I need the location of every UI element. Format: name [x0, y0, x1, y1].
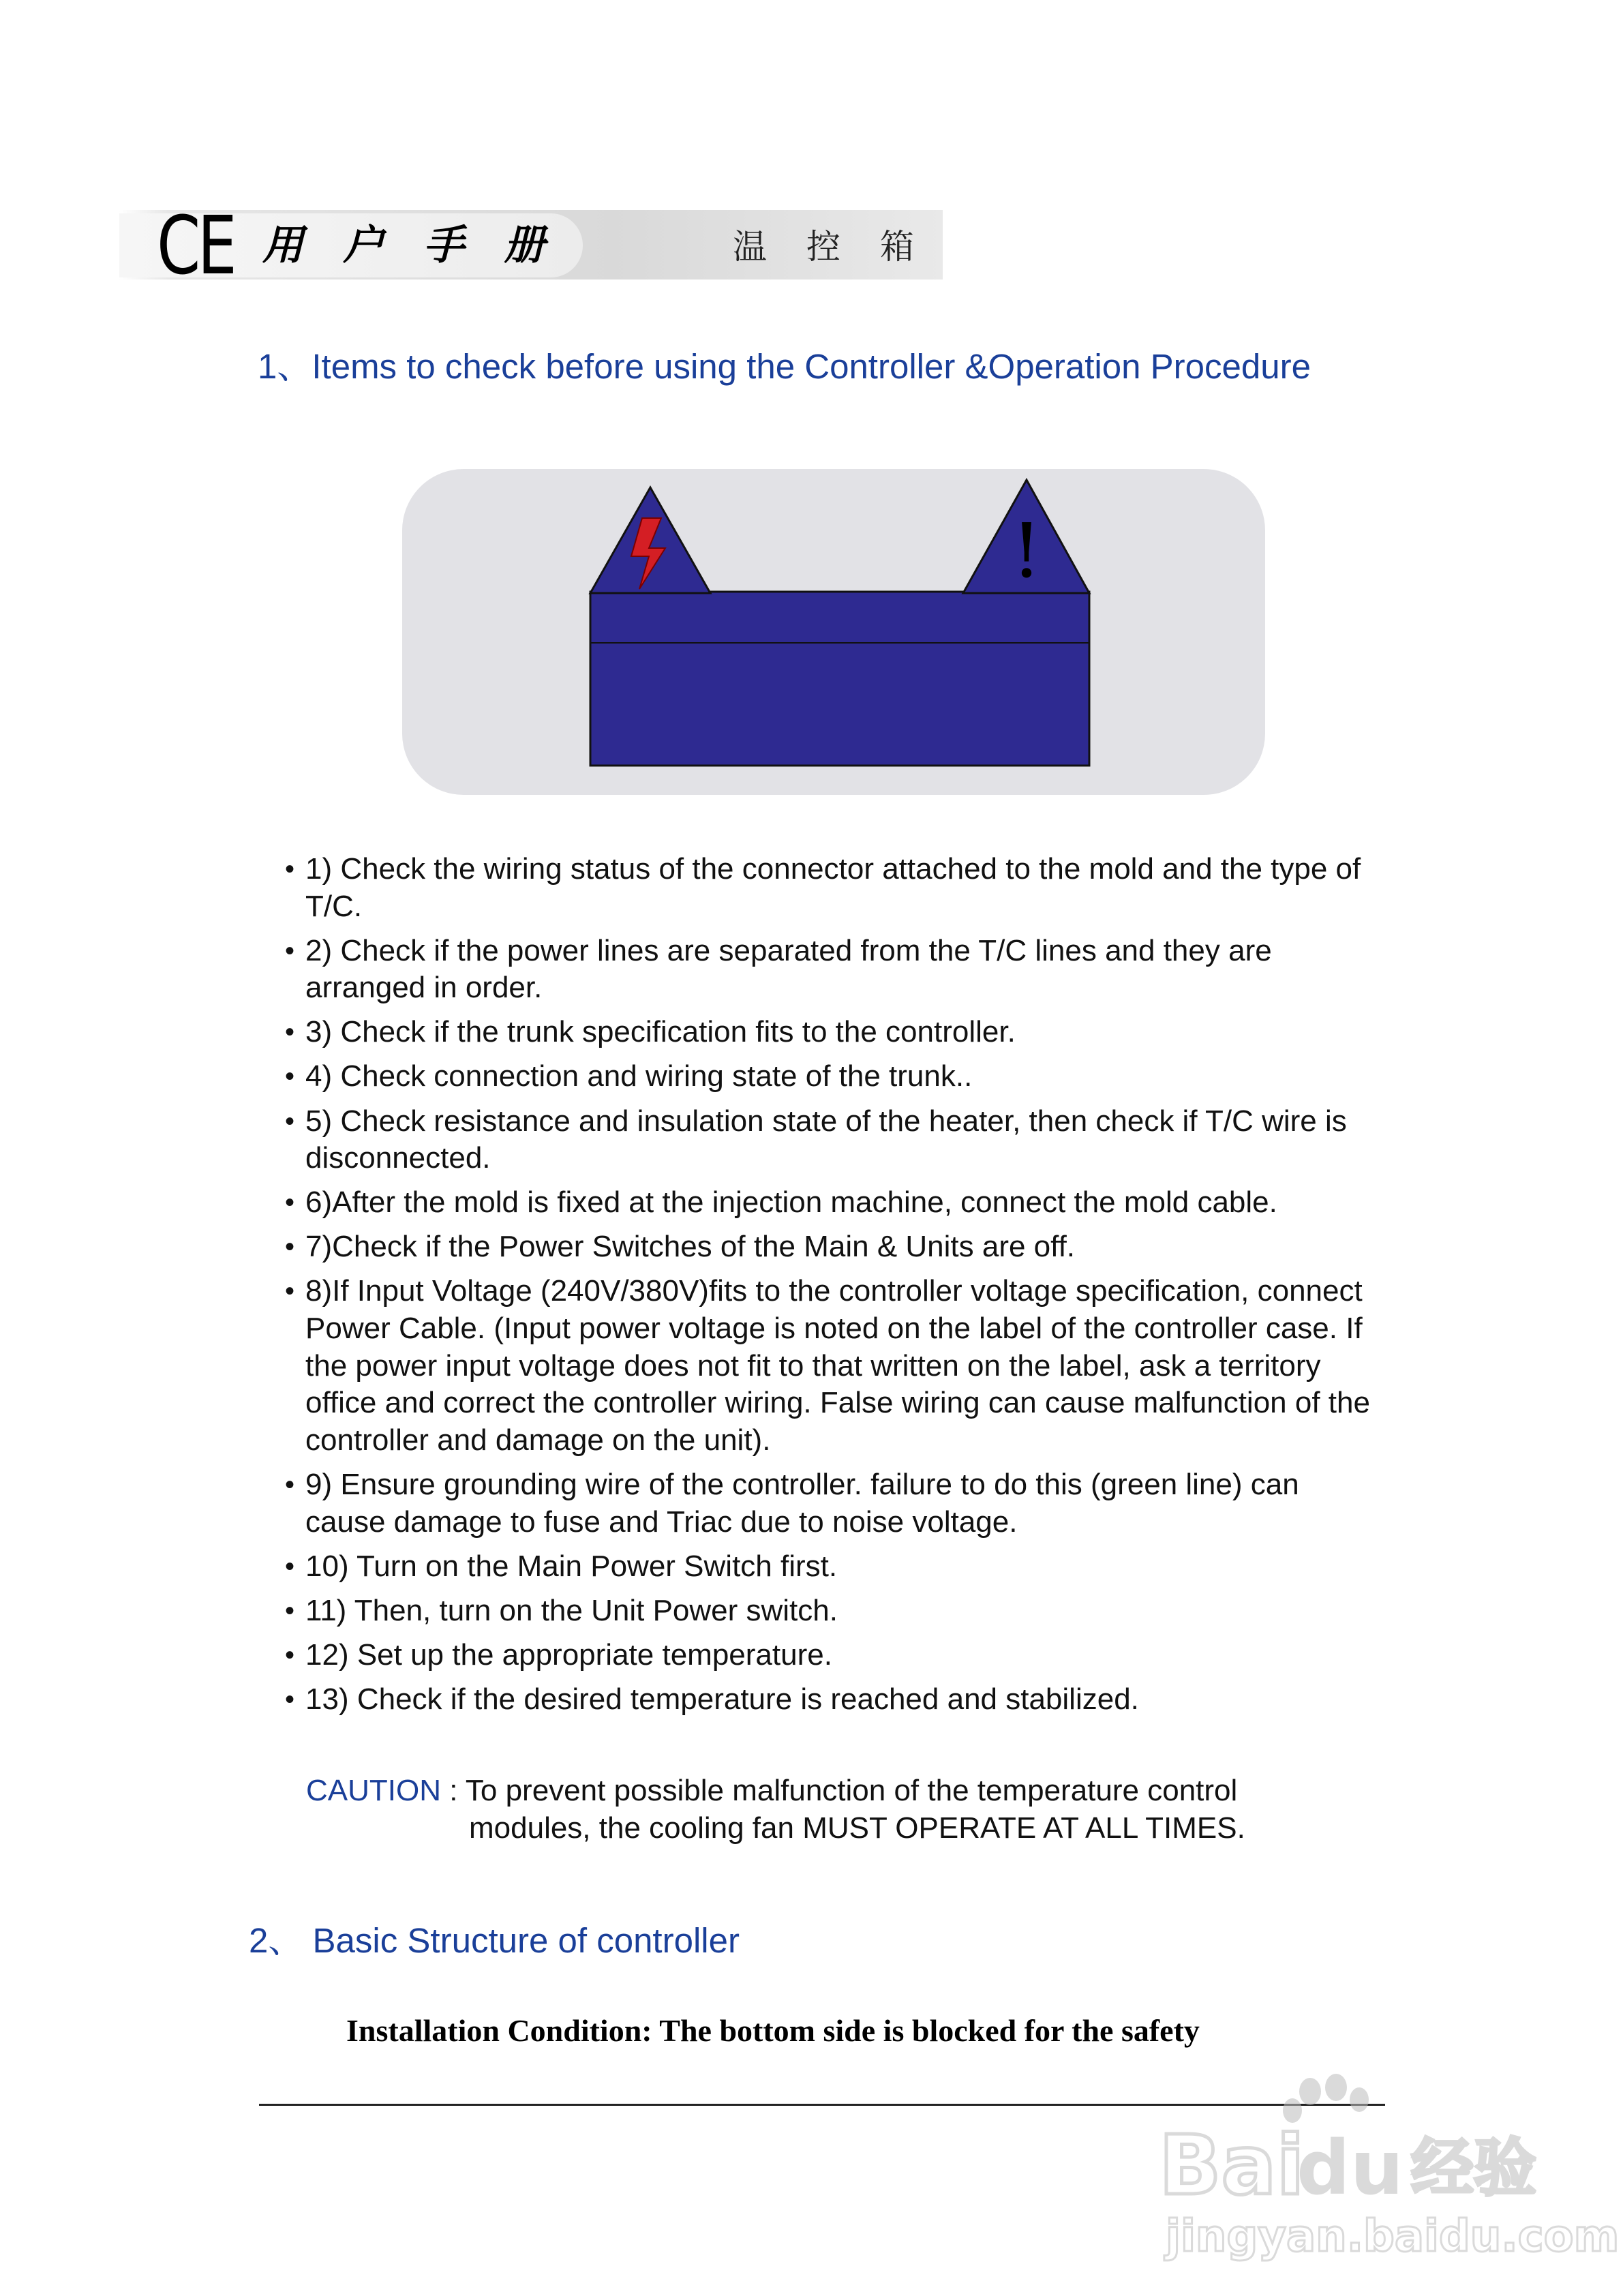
- check-item-3: • 3) Check if the trunk specification fits to the controller.: [285, 1014, 1376, 1051]
- electric-hazard-icon: [590, 487, 710, 593]
- watermark-logo-du: du: [1296, 2124, 1404, 2211]
- watermark-url: jingyan.baidu.com: [1166, 2211, 1620, 2262]
- exclamation-warning-icon: [963, 480, 1089, 594]
- check-item-2: • 2) Check if the power lines are separated from the T/C lines and they are arranged in order.: [285, 933, 1376, 1007]
- check-item-5: • 5) Check resistance and insulation state of the heater, then check if T/C wire is disconnected.: [285, 1103, 1376, 1177]
- check-item-13: • 13) Check if the desired temperature is reached and stabilized.: [285, 1681, 1376, 1719]
- caution-label: CAUTION: [306, 1774, 441, 1807]
- manual-title: 用户手册: [262, 222, 584, 269]
- paw-icon: [1283, 2074, 1369, 2123]
- check-item-8: • 8)If Input Voltage (240V/380V)fits to the controller voltage specification, connect Power Cable. (Input power voltage is noted on the label of the controller case. If the power input voltage does not fit to that written on the label, ask a territory office and correct the controller wiring. False wiring can cause malfunction of the controller and damage on the unit).: [285, 1273, 1376, 1459]
- caution-separator: :: [441, 1774, 466, 1807]
- exclamation-mark: !: [1011, 507, 1042, 594]
- watermark-logo-bai: Bai: [1159, 2119, 1305, 2214]
- check-item-9: • 9) Ensure grounding wire of the controller. failure to do this (green line) can cause damage to fuse and Triac due to noise voltage.: [285, 1466, 1376, 1541]
- baidu-watermark: [1152, 2072, 1620, 2263]
- product-name: 温控箱: [733, 227, 954, 267]
- section-2-heading: 2、 Basic Structure of controller: [249, 1921, 740, 1960]
- check-item-11: • 11) Then, turn on the Unit Power switch.: [285, 1592, 1376, 1630]
- check-item-10: • 10) Turn on the Main Power Switch first.: [285, 1548, 1376, 1586]
- caution-note: [306, 1772, 1237, 1809]
- section-1-heading: 1、Items to check before using the Controller &Operation Procedure: [258, 347, 1311, 386]
- warning-box: [590, 592, 1089, 766]
- check-item-12: • 12) Set up the appropriate temperature.: [285, 1637, 1376, 1674]
- check-item-7: • 7)Check if the Power Switches of the Main & Units are off.: [285, 1228, 1376, 1266]
- caution-line-1: To prevent possible malfunction of the temperature control: [465, 1774, 1238, 1807]
- check-item-6: • 6)After the mold is fixed at the injection machine, connect the mold cable.: [285, 1184, 1376, 1222]
- check-list: [285, 851, 1376, 1725]
- check-item-4: • 4) Check connection and wiring state of the trunk..: [285, 1058, 1376, 1096]
- ce-mark-logo: CE: [157, 198, 234, 292]
- warning-graphic: [402, 469, 1265, 795]
- caution-line-2: modules, the cooling fan MUST OPERATE AT ALL TIMES.: [469, 1811, 1245, 1845]
- check-item-1: • 1) Check the wiring status of the connector attached to the mold and the type of T/C.: [285, 851, 1376, 925]
- watermark-cn-text: 经验: [1411, 2132, 1537, 2205]
- installation-condition: Installation Condition: The bottom side is blocked for the safety: [346, 2013, 1200, 2048]
